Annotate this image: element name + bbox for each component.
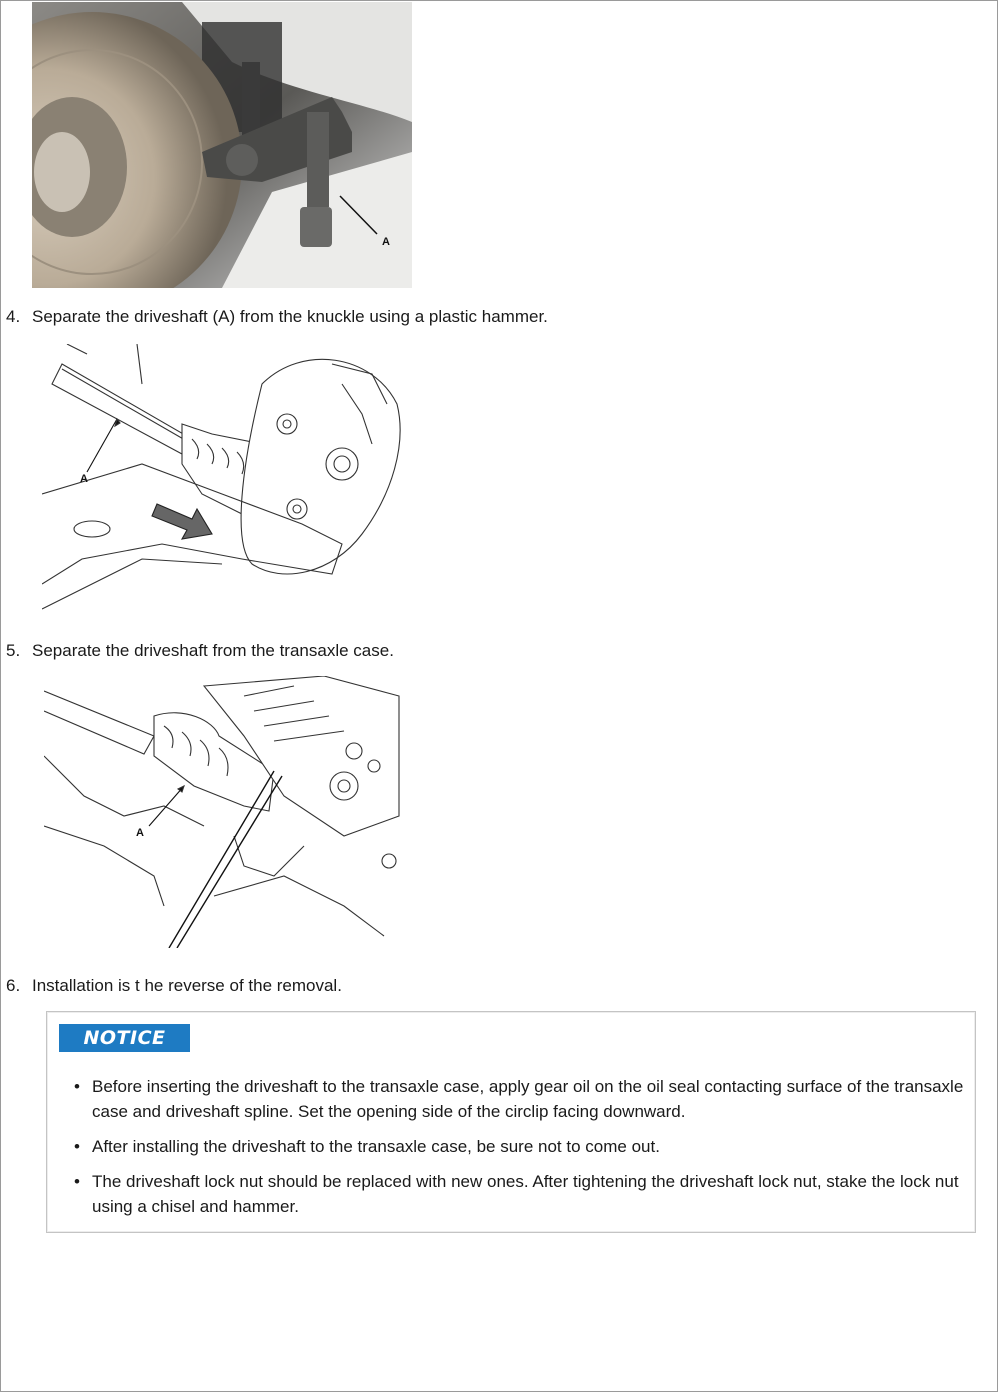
step-text: Separate the driveshaft (A) from the knuckle using a plastic hammer.	[32, 307, 548, 326]
notice-item	[72, 1074, 967, 1124]
driveshaft-transaxle-drawing	[44, 676, 404, 948]
bullet-icon: •	[74, 1137, 80, 1156]
step-number: 4.	[6, 307, 21, 326]
driveshaft-knuckle-drawing	[42, 344, 404, 614]
step-4	[6, 306, 548, 328]
ball-joint-puller-photo	[32, 2, 412, 288]
drawing-1-callout-label: A	[80, 473, 88, 485]
notice-box	[46, 1011, 976, 1233]
drawing-2-callout-label: A	[136, 827, 144, 839]
notice-item	[72, 1169, 967, 1219]
bullet-icon: •	[74, 1172, 80, 1191]
step-text: Separate the driveshaft from the transaxle case.	[32, 641, 394, 660]
step-text: Installation is t he reverse of the removal.	[32, 976, 342, 995]
photo-callout-label: A	[382, 236, 390, 248]
notice-label: NOTICE	[59, 1024, 190, 1052]
step-6	[6, 975, 342, 997]
notice-item-text: Before inserting the driveshaft to the transaxle case, apply gear oil on the oil seal contacting surface of the transaxle case and driveshaft spline. Set the opening side of the circlip facing downward.	[92, 1077, 964, 1121]
step-number: 6.	[6, 976, 21, 995]
step-5	[6, 640, 394, 662]
bullet-icon: •	[74, 1077, 80, 1096]
step-number: 5.	[6, 641, 21, 660]
notice-item	[72, 1134, 967, 1159]
notice-item-text: After installing the driveshaft to the transaxle case, be sure not to come out.	[92, 1137, 660, 1156]
notice-item-text: The driveshaft lock nut should be replaced with new ones. After tightening the driveshaft lock nut, stake the lock nut using a chisel and hammer.	[92, 1172, 959, 1216]
notice-list	[72, 1074, 967, 1229]
